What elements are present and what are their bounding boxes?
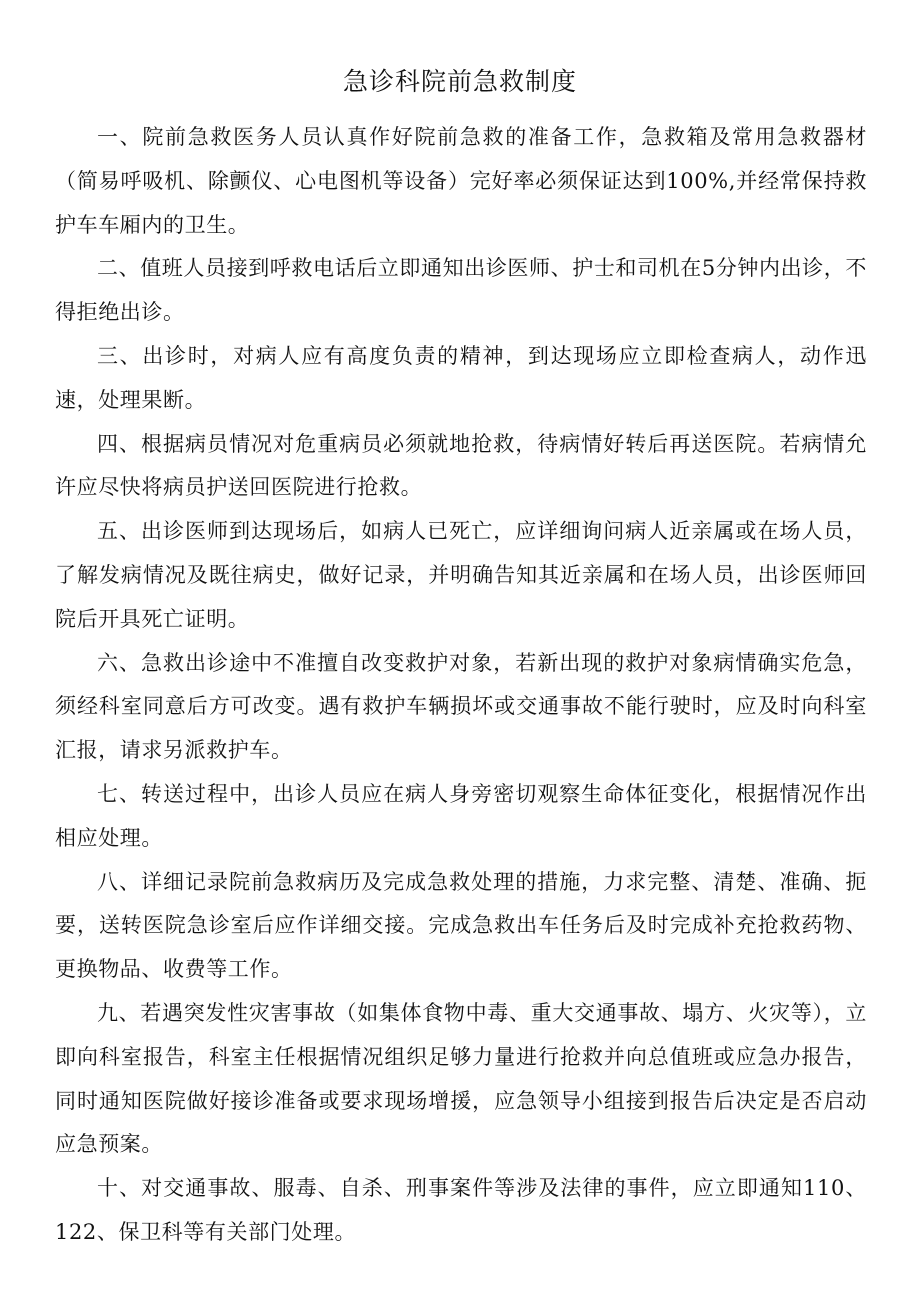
paragraph-6: 六、急救出诊途中不准擅自改变救护对象，若新出现的救护对象病情确实危急，须经科室同意后方可改变。遇有救护车辆损坏或交通事故不能行驶时，应及时向科室汇报，请求另派救护车。 bbox=[55, 650, 867, 763]
paragraph-10: 十、对交通事故、服毒、自杀、刑事案件等涉及法律的事件，应立即通知110、122、保卫科等有关部门处理。 bbox=[55, 1176, 867, 1244]
paragraph-1: 一、院前急救医务人员认真作好院前急救的准备工作，急救箱及常用急救器材（简易呼吸机、除颤仪、心电图机等设备）完好率必须保证达到100%,并经常保持救护车车厢内的卫生。 bbox=[55, 125, 867, 237]
paragraph-9: 九、若遇突发性灾害事故（如集体食物中毒、重大交通事故、塌方、火灾等），立即向科室报告，科室主任根据情况组织足够力量进行抢救并向总值班或应急办报告，同时通知医院做好接诊准备或要求现场增援，应急领导小组接到报告后决定是否启动应急预案。 bbox=[55, 1000, 867, 1157]
paragraph-5: 五、出诊医师到达现场后，如病人已死亡，应详细询问病人近亲属或在场人员，了解发病情况及既往病史，做好记录，并明确告知其近亲属和在场人员，出诊医师回院后开具死亡证明。 bbox=[55, 519, 867, 631]
paragraph-4: 四、根据病员情况对危重病员必须就地抢救，待病情好转后再送医院。若病情允许应尽快将病员护送回医院进行抢救。 bbox=[55, 431, 867, 500]
paragraph-7: 七、转送过程中，出诊人员应在病人身旁密切观察生命体征变化，根据情况作出相应处理。 bbox=[55, 781, 867, 850]
document-body bbox=[55, 116, 867, 1255]
paragraph-8: 八、详细记录院前急救病历及完成急救处理的措施，力求完整、清楚、准确、扼要，送转医院急诊室后应作详细交接。完成急救出车任务后及时完成补充抢救药物、更换物品、收费等工作。 bbox=[55, 869, 867, 982]
document-title: 急诊科院前急救制度 bbox=[342, 67, 577, 96]
paragraph-3: 三、出诊时，对病人应有高度负责的精神，到达现场应立即检查病人，动作迅速，处理果断。 bbox=[55, 343, 867, 412]
paragraph-2: 二、值班人员接到呼救电话后立即通知出诊医师、护士和司机在5分钟内出诊，不得拒绝出诊。 bbox=[55, 256, 867, 325]
